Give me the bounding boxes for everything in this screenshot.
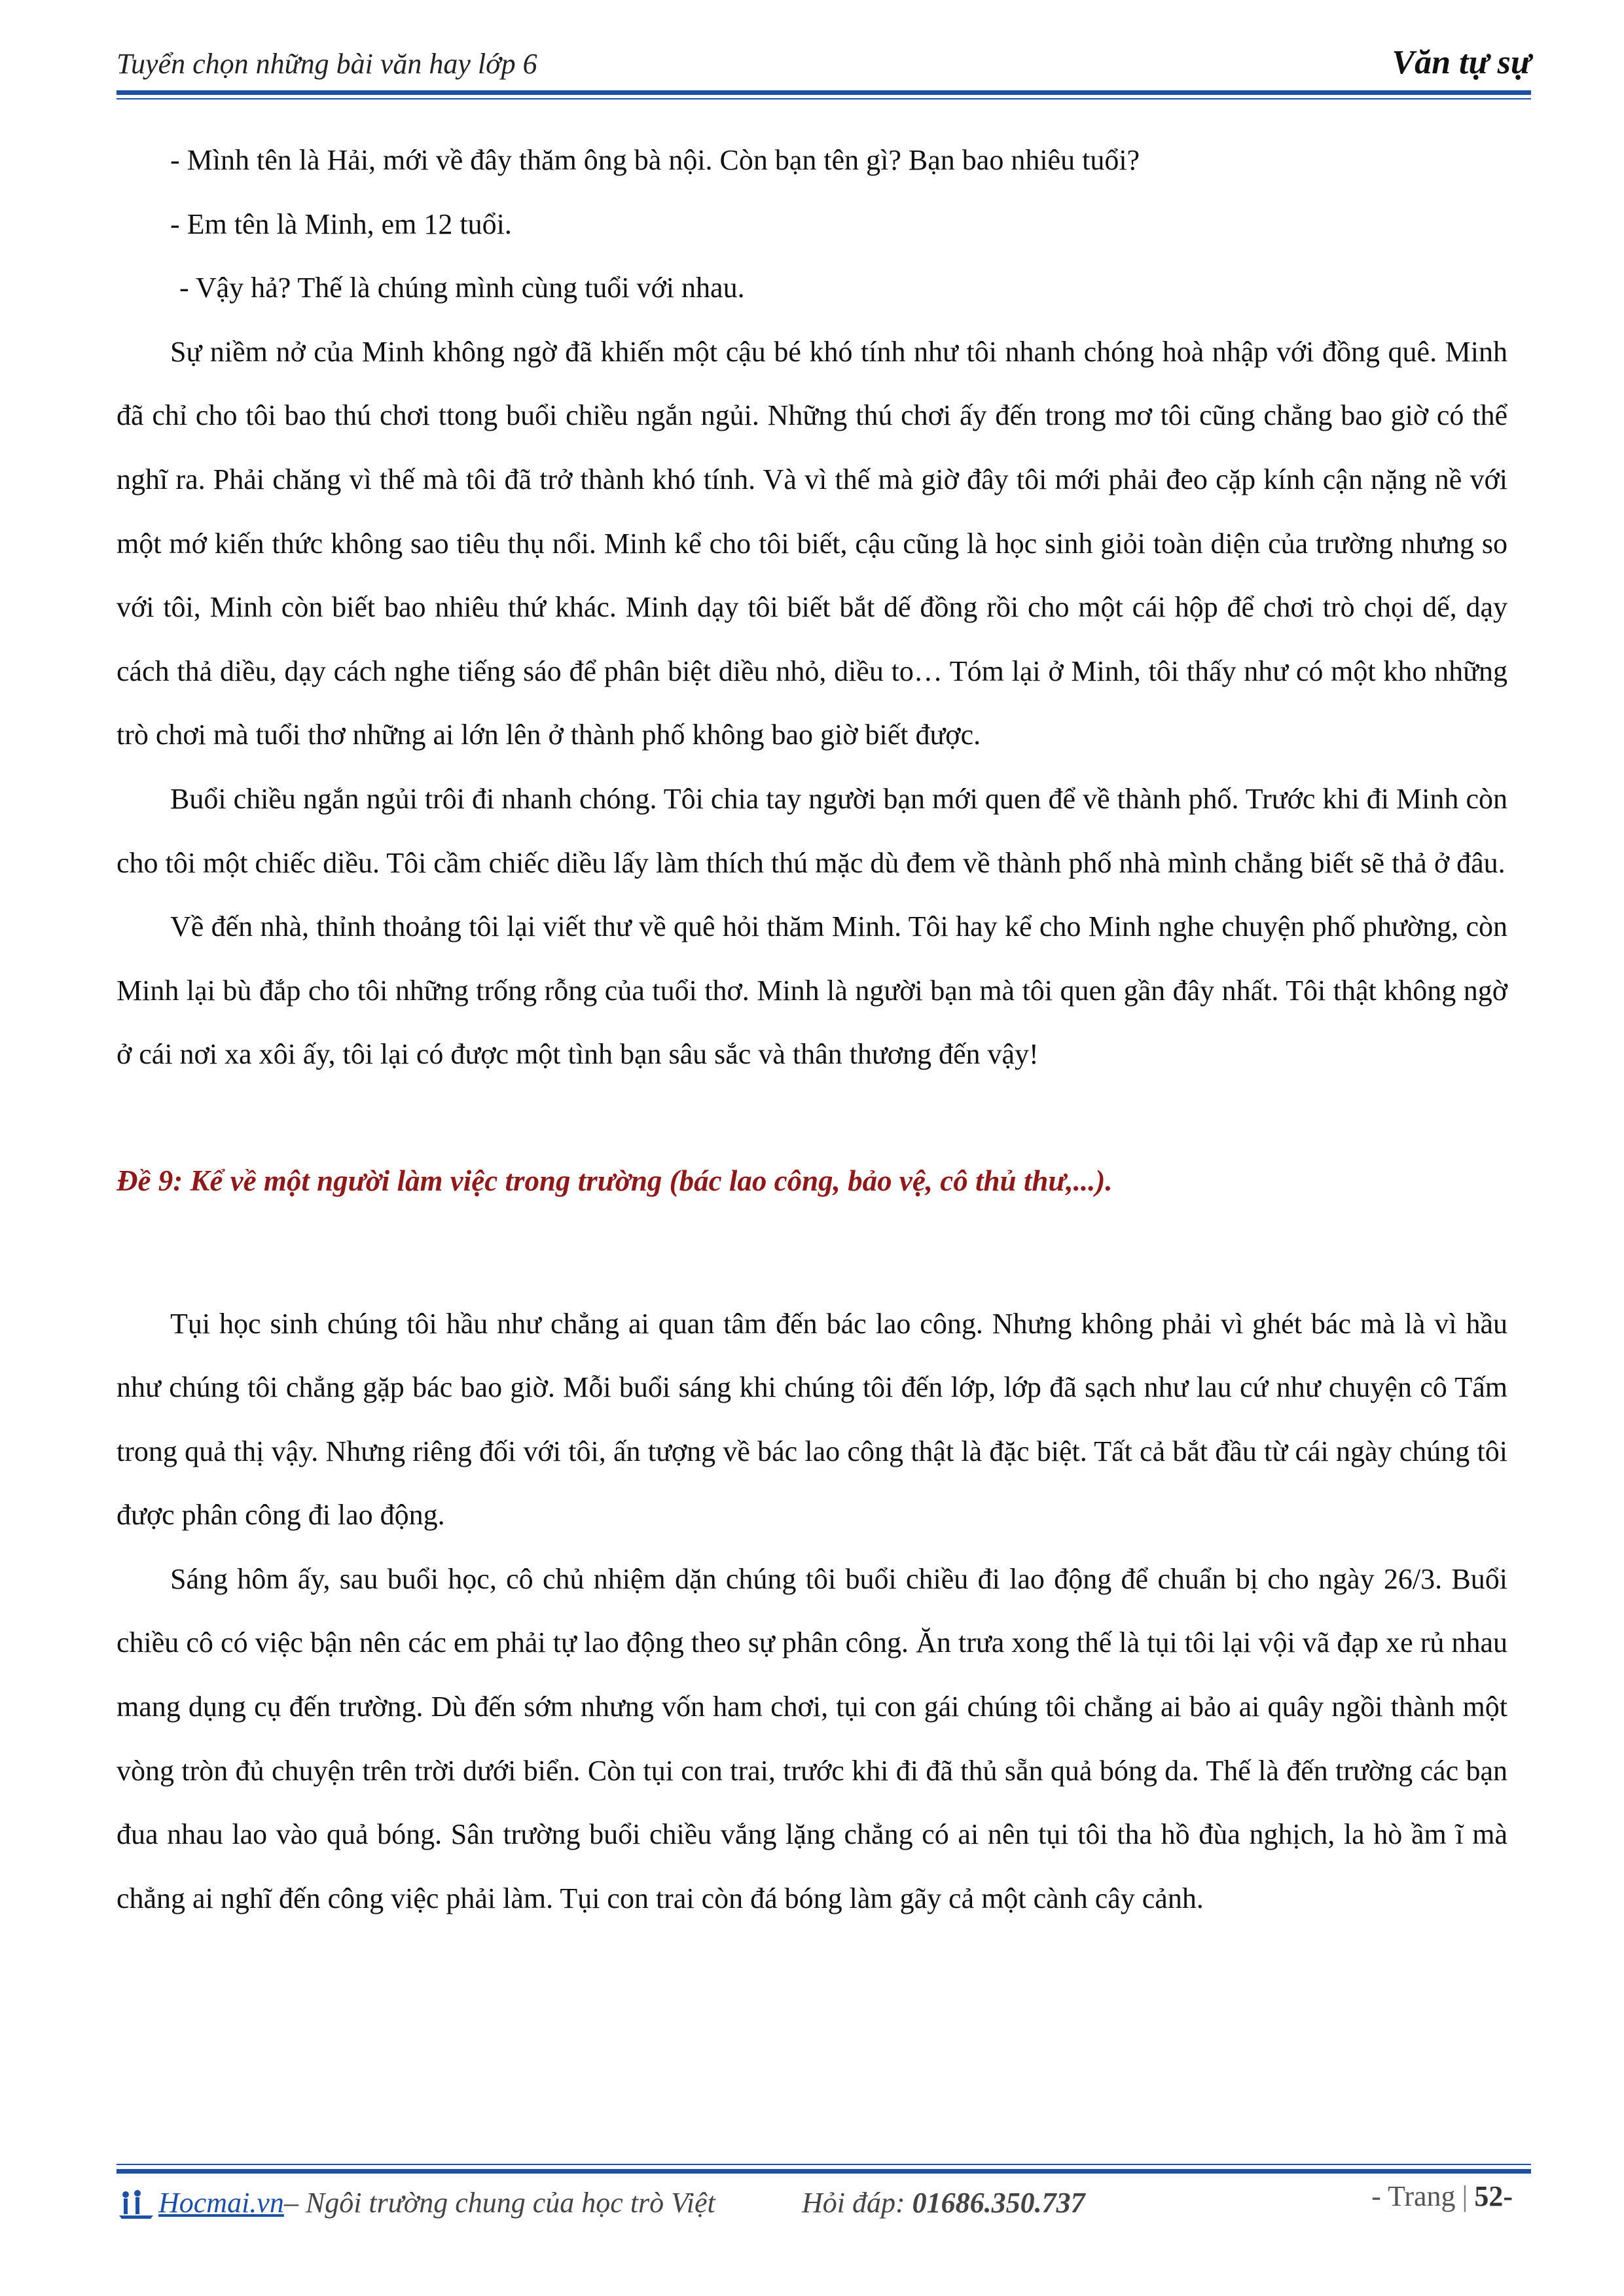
section-heading: Đề 9: Kể về một người làm việc trong trường (bác lao công, bảo vệ, cô thủ thư,...). [117,1164,1113,1197]
dialogue-line: - Em tên là Minh, em 12 tuổi. [170,207,512,240]
footer-rule-thin [117,2164,1531,2165]
footer-brand [118,2186,715,2219]
page-number-value: 52- [1474,2180,1513,2212]
header-genre: Văn tự sự [1392,44,1531,81]
paragraph: Sáng hôm ấy, sau buổi học, cô chủ nhiệm dặn chúng tôi buổi chiều đi lao động để chuẩn bị cho ngày 26/3. Buổi chiều cô có việc bận nên các em phải tự lao động theo sự phân công. Ăn trưa xong thế là tụi tôi lại vội vã đạp xe rủ nhau mang dụng cụ đến trường. Dù đến sớm nhưng vốn ham chơi, tụi con gái chúng tôi chẳng ai bảo ai quây ngồi thành một vòng tròn đủ chuyện trên trời dưới biển. Còn tụi con trai, trước khi đi đã thủ sẵn quả bóng da. Thế là đến trường các bạn đua nhau lao vào quả bóng. Sân trường buổi chiều vắng lặng chẳng có ai nên tụi tôi tha hồ đùa nghịch, la hò ầm ĩ mà chẳng ai nghĩ đến công việc phải làm. Tụi con trai còn đá bóng làm gãy cả một cành cây cảnh. [117,1562,1507,1914]
page-number [1371,2179,1513,2213]
hocmai-logo-icon [118,2189,154,2219]
help-label: Hỏi đáp: [802,2187,905,2219]
dialogue-line: - Vậy hả? Thế là chúng mình cùng tuổi với nhau. [179,272,745,304]
paragraph: Buổi chiều ngắn ngủi trôi đi nhanh chóng. Tôi chia tay người bạn mới quen để về thành phố. Trước khi đi Minh còn cho tôi một chiếc diều. Tôi cầm chiếc diều lấy làm thích thú mặc dù đem về thành phố nhà mình chẳng biết sẽ thả ở đâu. [117,782,1507,879]
footer-tagline: – Ngôi trường chung của học trò Việt [283,2187,715,2219]
paragraph: Tụi học sinh chúng tôi hầu như chẳng ai quan tâm đến bác lao công. Nhưng không phải vì ghét bác mà là vì hầu như chúng tôi chẳng gặp bác bao giờ. Mỗi buổi sáng khi chúng tôi đến lớp, lớp đã sạch như lau cứ như chuyện cô Tấm trong quả thị vậy. Nhưng riêng đối với tôi, ấn tượng về bác lao công thật là đặc biệt. Tất cả bắt đầu từ cái ngày chúng tôi được phân công đi lao động. [117,1307,1507,1532]
header-book-title: Tuyển chọn những bài văn hay lớp 6 [117,48,537,80]
header-rule-thick [117,90,1531,95]
document-body [117,128,1507,1930]
page-prefix: - Trang [1371,2180,1456,2212]
help-phone: 01686.350.737 [912,2187,1085,2219]
footer-rule-thick [117,2169,1531,2174]
header-rule-thin [117,98,1531,99]
footer-helpline [802,2186,1085,2219]
dialogue-line: - Mình tên là Hải, mới về đây thăm ông bà nội. Còn bạn tên gì? Bạn bao nhiêu tuổi? [170,144,1140,176]
page-separator: | [1462,2180,1468,2212]
paragraph: Sự niềm nở của Minh không ngờ đã khiến một cậu bé khó tính như tôi nhanh chóng hoà nhập với đồng quê. Minh đã chỉ cho tôi bao thú chơi ttong buổi chiều ngắn ngủi. Những thú chơi ấy đến trong mơ tôi cũng chẳng bao giờ có thể nghĩ ra. Phải chăng vì thế mà tôi đã trở thành khó tính. Và vì thế mà giờ đây tôi mới phải đeo cặp kính cận nặng nề với một mớ kiến thức không sao tiêu thụ nổi. Minh kể cho tôi biết, cậu cũng là học sinh giỏi toàn diện của trường nhưng so với tôi, Minh còn biết bao nhiêu thứ khác. Minh dạy tôi biết bắt dế đồng rồi cho một cái hộp để chơi trò chọi dế, dạy cách thả diều, dạy cách nghe tiếng sáo để phân biệt diều nhỏ, diều to… Tóm lại ở Minh, tôi thấy như có một kho những trò chơi mà tuổi thơ những ai lớn lên ở thành phố không bao giờ biết được. [117,335,1507,751]
paragraph: Về đến nhà, thỉnh thoảng tôi lại viết thư về quê hỏi thăm Minh. Tôi hay kể cho Minh nghe chuyện phố phường, còn Minh lại bù đắp cho tôi những trống rỗng của tuổi thơ. Minh là người bạn mà tôi quen gần đây nhất. Tôi thật không ngờ ở cái nơi xa xôi ấy, tôi lại có được một tình bạn sâu sắc và thân thương đến vậy! [117,910,1507,1071]
hocmai-link[interactable]: Hocmai.vn [158,2187,284,2219]
